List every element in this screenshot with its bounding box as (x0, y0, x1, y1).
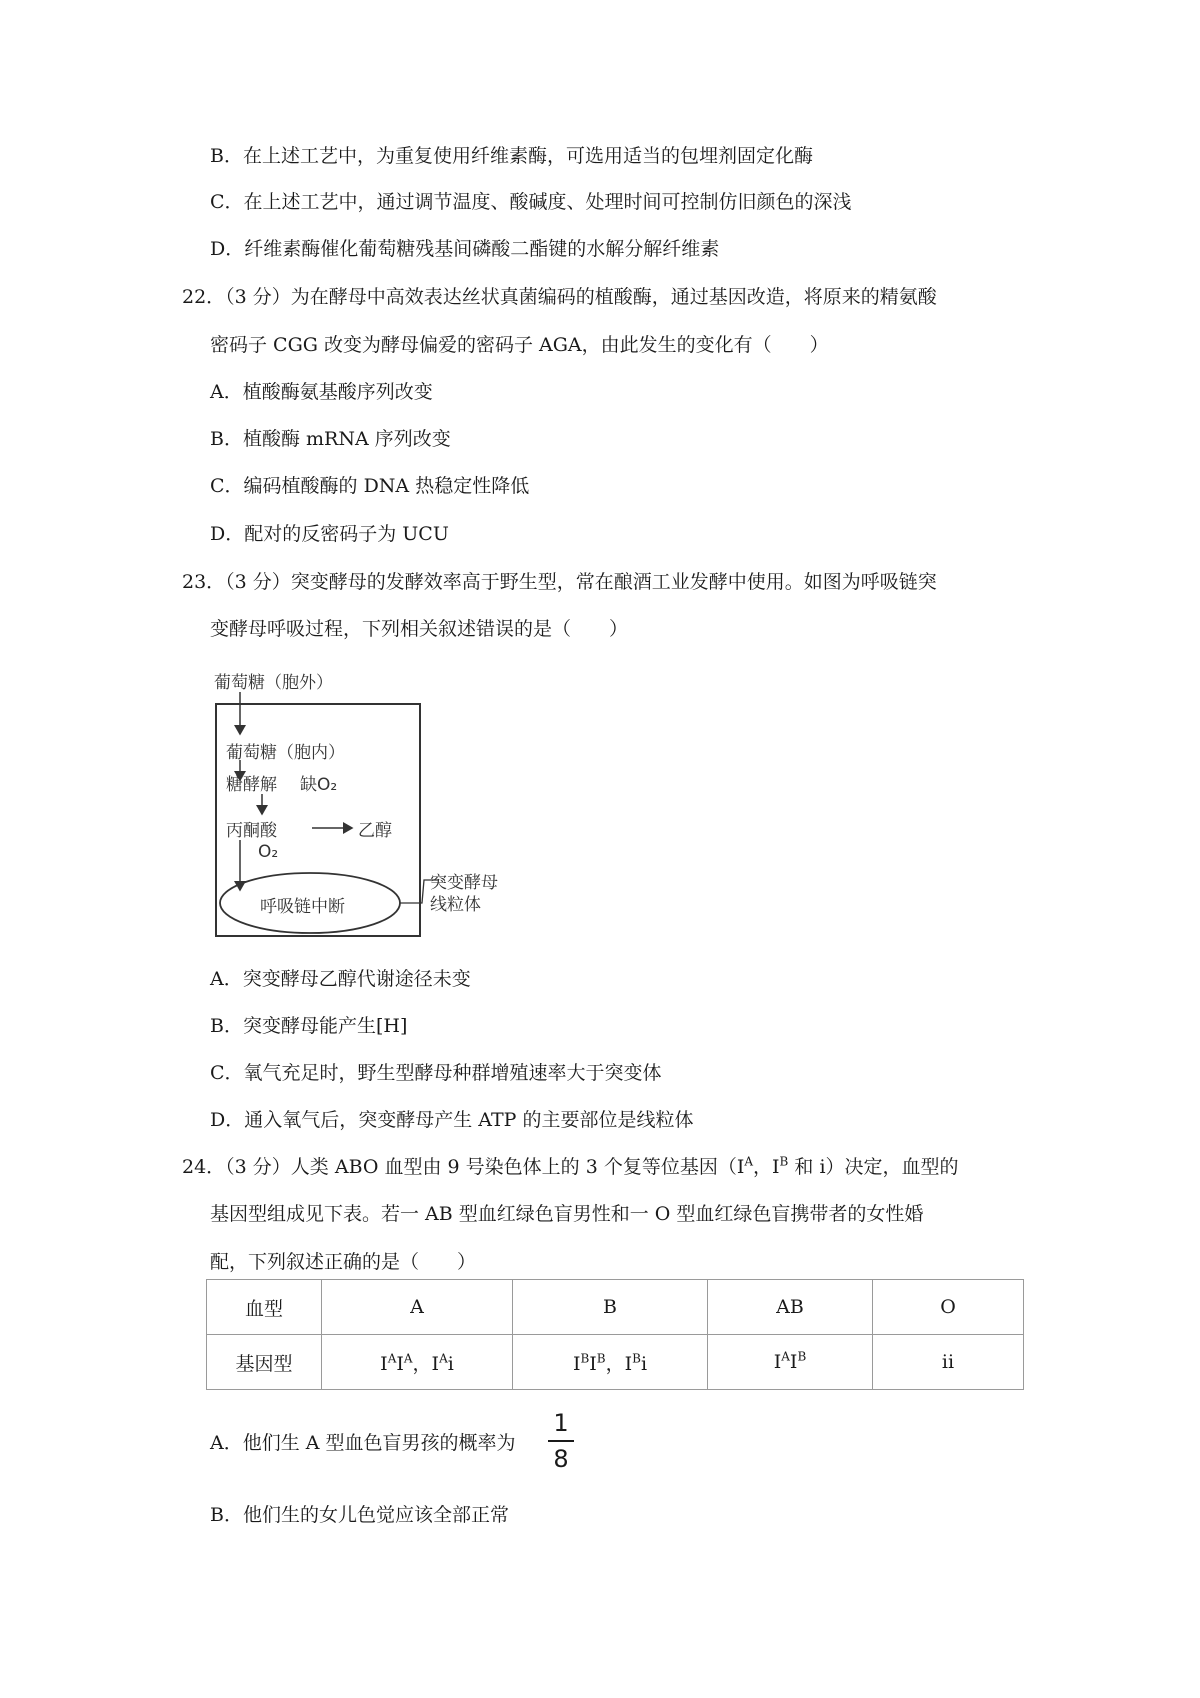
q22-option-b: B．植酸酶 mRNA 序列改变 (210, 428, 451, 450)
table-row-label: 基因型 (207, 1335, 322, 1390)
q22-stem-line-2: 密码子 CGG 改变为酵母偏爱的密码子 AGA，由此发生的变化有（ ） (210, 334, 829, 356)
table-cell: O (873, 1280, 1024, 1335)
q24-stem-line-1 (182, 1152, 959, 1182)
table-cell: B (513, 1280, 708, 1335)
genotype-ab: $I^AI^B$ (708, 1335, 873, 1390)
q24-stem-part-b: ，I (753, 1156, 780, 1178)
fraction-numerator: 1 (553, 1409, 569, 1437)
genotype-o: ii (873, 1335, 1024, 1390)
q23-option-d: D．通入氧气后，突变酵母产生 ATP 的主要部位是线粒体 (210, 1109, 694, 1131)
sup: B (596, 1351, 606, 1366)
blood-type-table (206, 1279, 1024, 1390)
q23-option-a: A．突变酵母乙醇代谢途径未变 (210, 968, 471, 990)
q24-stem-part-a: 24．（3 分）人类 ABO 血型由 9 号染色体上的 3 个复等位基因（I (182, 1156, 745, 1178)
label-chain-break: 呼吸链中断 (260, 897, 345, 917)
label-glycolysis: 糖酵解 (226, 775, 277, 795)
sup: A (781, 1349, 790, 1364)
table-cell: AB (708, 1280, 873, 1335)
sup: A (439, 1351, 448, 1366)
q21-option-c: C．在上述工艺中，通过调节温度、酸碱度、处理时间可控制仿旧颜色的深浅 (210, 191, 852, 213)
table-row (207, 1280, 1024, 1335)
allele-b-sup: B (779, 1154, 789, 1169)
q24-stem-part-c: 和 i）决定，血型的 (788, 1156, 959, 1178)
label-ethanol: 乙醇 (358, 821, 392, 841)
q23-stem-line-2: 变酵母呼吸过程，下列相关叙述错误的是（ ） (210, 618, 629, 640)
table-cell: A (322, 1280, 513, 1335)
label-glucose-out: 葡萄糖（胞外） (214, 673, 333, 693)
sup: B (580, 1351, 590, 1366)
q22-stem-line-1: 22．（3 分）为在酵母中高效表达丝状真菌编码的植酸酶，通过基因改造，将原来的精氨酸 (182, 286, 937, 308)
table-row-label: 血型 (207, 1280, 322, 1335)
fraction-denominator: 8 (553, 1445, 569, 1473)
q21-option-d: D．纤维素酶催化葡萄糖残基间磷酸二酯键的水解分解纤维素 (210, 238, 720, 260)
genotype-a: $I^AI^A$，$I^Ai$ (322, 1335, 513, 1390)
fraction-bar (548, 1440, 574, 1442)
label-mutant-yeast: 突变酵母 (430, 873, 498, 893)
q23-option-b: B．突变酵母能产生[H] (210, 1015, 408, 1037)
q22-option-a: A．植酸酶氨基酸序列改变 (210, 381, 433, 403)
genotype-b: $I^BI^B$，$I^Bi$ (513, 1335, 708, 1390)
q23-option-c: C．氧气充足时，野生型酵母种群增殖速率大于突变体 (210, 1062, 662, 1084)
respiration-diagram (212, 668, 502, 940)
allele-a-sup: A (744, 1154, 754, 1169)
q22-option-d: D．配对的反密码子为 UCU (210, 523, 449, 545)
label-glucose-in: 葡萄糖（胞内） (226, 743, 345, 763)
sup: A (403, 1351, 413, 1366)
sup: B (632, 1351, 641, 1366)
q24-stem-line-3: 配，下列叙述正确的是（ ） (210, 1251, 477, 1273)
label-mitochondrion: 线粒体 (430, 895, 481, 915)
label-o2: O₂ (258, 842, 279, 862)
q21-option-b: B．在上述工艺中，为重复使用纤维素酶，可选用适当的包埋剂固定化酶 (210, 145, 813, 167)
table-row (207, 1335, 1024, 1390)
q24-stem-line-2: 基因型组成见下表。若一 AB 型血红绿色盲男性和一 O 型血红绿色盲携带者的女性婚 (210, 1203, 924, 1225)
fraction-one-eighth (548, 1408, 574, 1474)
q22-option-c: C．编码植酸酶的 DNA 热稳定性降低 (210, 475, 530, 497)
q23-stem-line-1: 23．（3 分）突变酵母的发酵效率高于野生型，常在酿酒工业发酵中使用。如图为呼吸链突 (182, 571, 937, 593)
sup: A (387, 1351, 397, 1366)
q24-option-a: A．他们生 A 型血色盲男孩的概率为 (210, 1432, 516, 1454)
sup: B (797, 1349, 807, 1364)
label-pyruvate: 丙酮酸 (226, 821, 277, 841)
label-lack-o2: 缺O₂ (300, 775, 338, 795)
q24-option-b: B．他们生的女儿色觉应该全部正常 (210, 1504, 509, 1526)
